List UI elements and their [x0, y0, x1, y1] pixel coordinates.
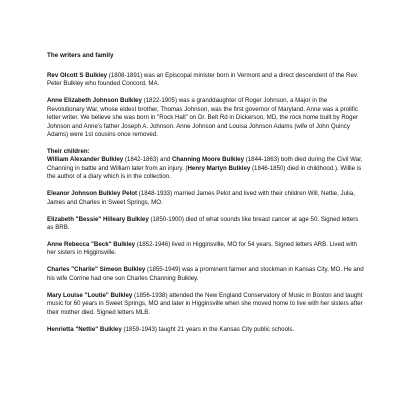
- person-description: (1844-1863) both died during the Civil War, Channing in battle and William later from an injury. (: [47, 156, 363, 172]
- person-description: (1822-1905) was a granddaughter of Roger Johnson, a Major in the Revolutionary War, whose eldest brother, Thomas Johnson, was the first governor of Maryland. Anne was a prolific letter writer. We believe she was born in "Rock Hall" on Dr. Belt Rd in Dickerson, MD, the rock home built by Roger Johnson and Anne's father Joseph A. Johnson. Anne Johnson and Louisa Johnson Adams (wife of John Quincy Adams) were 1st cousins once removed.: [47, 97, 359, 139]
- person-description: (1855-1949) was a prominent farmer and stockman in Kansas City, MO. He and his wife Corrine had one son Charles Channing Bulkley.: [47, 266, 364, 282]
- person-description: (1850-1900) died of what sounds like breast cancer at age 50. Signed letters as BRB.: [47, 215, 359, 232]
- person-name: Henry Martyn Bulkley: [187, 164, 251, 172]
- entry-mary: [47, 292, 365, 317]
- person-name: Eleanor Johnson Bulkley Pelot: [47, 190, 138, 198]
- person-description: (1848-1933) married James Pelot and lived with their children Will, Nettie, Julia, James and Charles in Sweet Springs, MO.: [47, 190, 355, 206]
- person-description: (1856-1938) attended the New England Conservatory of Music in Boston and taught music for 60 years in Sweet Springs, MO and later in Higginsville when she moved home to live with her sisters after their mother died. Signed letters MLB.: [47, 291, 363, 316]
- person-description: (1852-1946) lived in Higginsville, MO for 54 years. Signed letters ARB. Lived with her sisters in Higginsville.: [47, 241, 357, 257]
- person-description: (1859-1943) taught 21 years in the Kansas City public schools.: [121, 325, 295, 333]
- person-name: Charles "Charlie" Simeon Bulkley: [47, 266, 146, 274]
- page-title: The writers and family: [47, 52, 114, 59]
- entry-olcott: [47, 72, 365, 89]
- children-heading: Their children:: [47, 148, 90, 156]
- entry-anne-rebecca: [47, 241, 365, 258]
- entry-anne-elizabeth: [47, 97, 365, 139]
- entry-william-channing: [47, 156, 365, 181]
- person-name: Anne Elizabeth Johnson Bulkley: [47, 97, 142, 105]
- person-name: William Alexander Bulkley: [47, 156, 124, 164]
- person-name: Channing Moore Bulkley: [172, 156, 244, 164]
- person-name: Henrietta "Nettie" Bulkley: [47, 325, 122, 333]
- person-name: Anne Rebecca "Beck" Bulkley: [47, 241, 136, 249]
- entry-eleanor: [47, 190, 365, 207]
- person-description: (1846-1850) died in childhood.). Willie is the author of a diary which is in the collection.: [47, 164, 362, 181]
- person-description: (1842-1863) and: [123, 156, 172, 164]
- person-description: (1808-1891) was an Episcopal minister born in Vermont and a direct descendent of the Rev. Peter Bulkley who founded Concord, MA.: [47, 72, 359, 88]
- document-page: [47, 52, 365, 343]
- entry-elizabeth: [47, 216, 365, 233]
- person-name: Elizabeth "Bessie" Hilleary Bulkley: [47, 215, 149, 223]
- person-name: Rev Olcott S Bulkley: [47, 72, 108, 79]
- person-name: Mary Louise "Loutie" Bulkley: [47, 291, 133, 299]
- entry-charles: [47, 266, 365, 283]
- entry-henrietta: [47, 326, 365, 334]
